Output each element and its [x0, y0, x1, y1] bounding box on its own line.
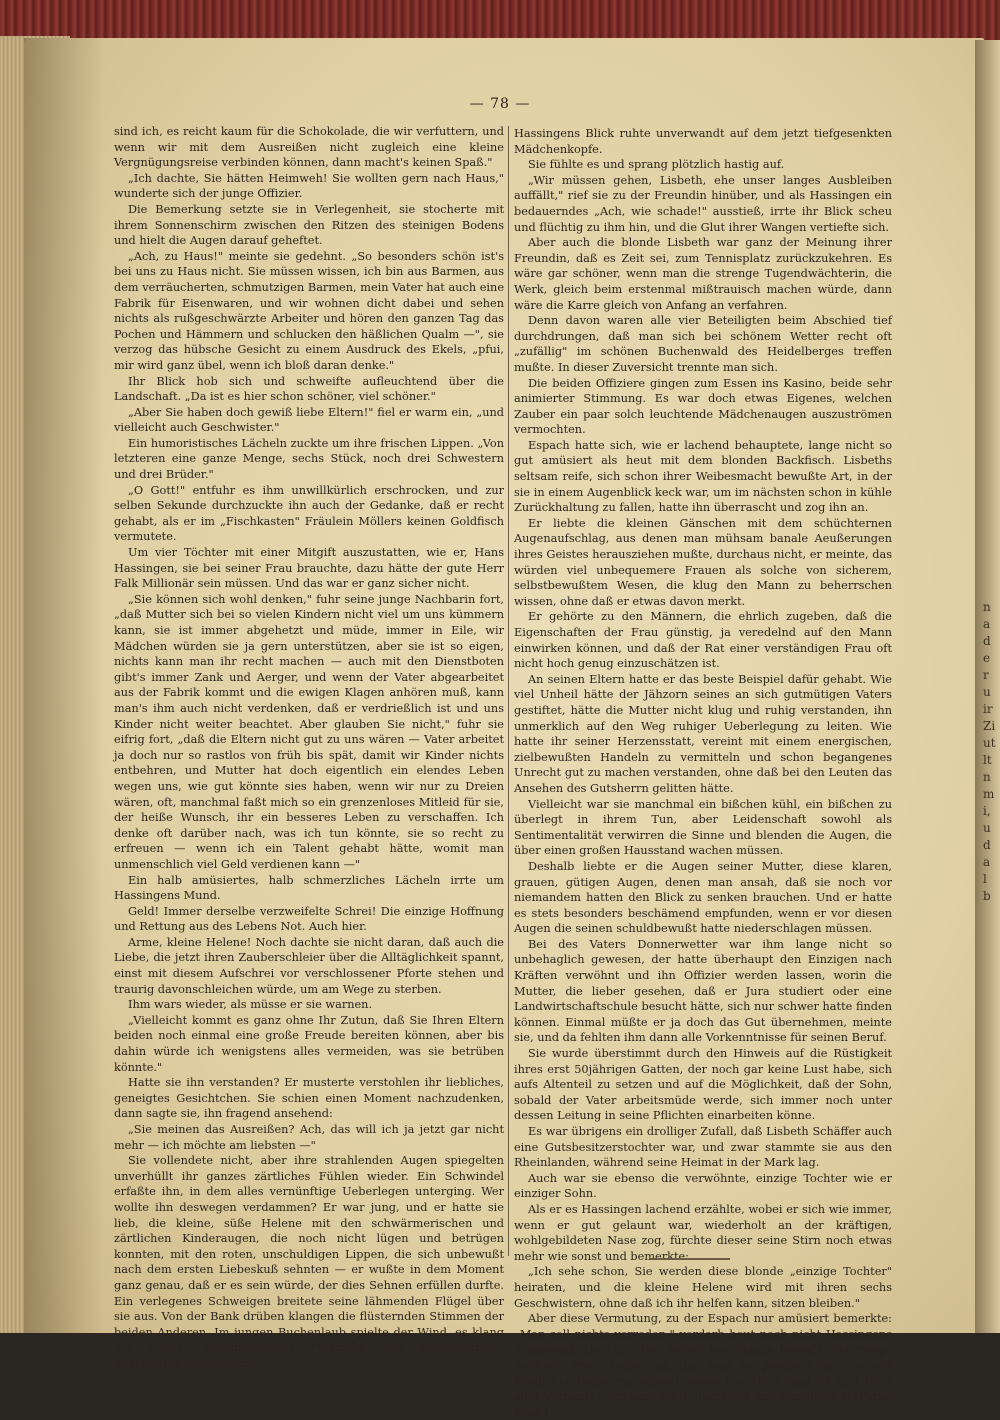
paragraph: Hatte sie ihn verstanden? Er musterte verstohlen ihr liebliches, geneigtes Gesichtchen. Sie schien einen Moment nachzudenken, dann sagte sie, ihn fragend ansehend: [114, 1076, 504, 1121]
paragraph: Aber auch die blonde Lisbeth war ganz der Meinung ihrer Freundin, daß es Zeit sei, zum Tennisplatz zurückzukehren. Es wäre gar schöner, wenn man die strenge Tugendwächterin, die Werk, gleich beim erstenmal mißtrauisch machen würde, dann wäre die Karre gleich von Anfang an verfahren. [514, 236, 892, 312]
facing-page-fragment: ut [983, 736, 996, 750]
paragraph: Es war übrigens ein drolliger Zufall, daß Lisbeth Schäffer auch eine Gutsbesitzerstochter war, und zwar stammte sie aus den Rheinlanden, während seine Heimat in der Mark lag. [514, 1125, 892, 1170]
paragraph: „Sie können sich wohl denken," fuhr seine junge Nachbarin fort, „daß Mutter sich bei so vielen Kindern nicht viel um uns kümmern kann, sie ist immer abgehetzt und müde, immer in Eile, wir Mädchen würden sie ja gern unterstützen, aber sie ist so eigen, nichts kann man ihr recht machen — auch mit den Dienstboten gibt's immer Zank und Aerger, und wenn der Vater abgearbeitet aus der Fabrik kommt und die ewigen Klagen anhören muß, kann man's ihm auch nicht verdenken, daß er verdrießlich ist und uns Kinder nicht weiter beachtet. Aber glauben Sie nicht," fuhr sie eifrig fort, „daß die Eltern nicht gut zu uns wären — Vater arbeitet ja doch nur so rastlos von früh bis spät, damit wir Kinder nichts entbehren, und Mutter hat doch eigentlich ein elendes Leben wegen uns, wie gut könnte sies haben, wenn wir nur zu Dreien wären, oft, manchmal faßt mich so ein grenzenloses Mitleid für sie, der heiße Wunsch, ihr ein besseres Leben zu verschaffen. Ich denke oft darüber nach, was ich tun könnte, sie so recht zu erfreuen — wenn ich ein Talent gehabt hätte, womit man unmenschlich viel Geld verdienen kann —" [114, 592, 504, 871]
paragraph: „Ach, zu Haus!" meinte sie gedehnt. „So besonders schön ist's bei uns zu Haus nicht. Sie müssen wissen, ich bin aus Barmen, aus dem verräucherten, schmutzigen Barmen, mein Vater hat auch eine Fabrik für Eisenwaren, und wir wohnen dicht dabei und sehen nichts als rußgeschwärzte Arbeiter und hören den ganzen Tag das Pochen und Hämmern und schlucken den häßlichen Qualm —", sie verzog das hübsche Gesicht zu einem Ausdruck des Ekels, „pfui, mir wird ganz übel, wenn ich bloß daran denke." [114, 249, 504, 372]
paragraph: Die Bemerkung setzte sie in Verlegenheit, sie stocherte mit ihrem Sonnenschirm zwischen den Ritzen des steinigen Bodens und hielt die Augen darauf geheftet. [114, 202, 504, 248]
facing-page-fragment: n [983, 770, 991, 784]
facing-page-fragment: r [983, 668, 989, 682]
paragraph: Bei des Vaters Donnerwetter war ihm lange nicht so unbehaglich gewesen, der hatte überhaupt den Einzigen nach Kräften verwöhnt und ihn Offizier werden lassen, worin die Mutter, die lieber gesehen, daß er Jura studiert oder eine Landwirtschaftschule besucht hätte, sich nur schwer hatte finden können. Einmal müßte er ja doch das Gut übernehmen, meinte sie, und da fehlten ihm dann alle Vorkenntnisse für seinen Beruf. [514, 937, 892, 1045]
paragraph: „O Gott!" entfuhr es ihm unwillkürlich erschrocken, und zur selben Sekunde durchzuckte ihn auch der Gedanke, daß er recht gehabt, als er im „Fischkasten" Fräulein Möllers keinen Goldfisch vermutete. [114, 483, 504, 544]
facing-page-fragment: l [983, 872, 987, 886]
paragraph: Sie vollendete nicht, aber ihre strahlenden Augen spiegelten unverhüllt ihr ganzes zärtliches Fühlen wieder. Ein Schwindel erfaßte ihn, in dem alles vernünftige Ueberlegen unterging. Wer wollte ihn deswegen verdammen? Er war jung, und er hatte sie lieb, die kleine, süße Helene mit den schwärmerischen und zärtlichen Kinderaugen, die noch nicht lügen und betrügen konnten, mit den roten, unschuldigen Lippen, die sich unbewußt nach dem ersten Liebeskuß sehnten — er wußte in dem Moment ganz genau, daß er es sein würde, der dies Sehnen erfüllen durfte. Ein verlegenes Schweigen breitete seine lähmenden Flügel über sie aus. Von der Bank drüben klangen die flüsternden Stimmen der beiden Anderen. Im jungen Buchenlaub spielte der Wind, es klang wie leises, geheimnisvolles Murmeln, von zwitschernden Vogellauten unterbrochen. [114, 1154, 504, 1370]
end-rule [650, 1258, 730, 1260]
paragraph: Ihr Blick hob sich und schweifte aufleuchtend über die Landschaft. „Da ist es hier schon schöner, viel schöner." [114, 374, 504, 404]
facing-page-fragment: ir [983, 702, 993, 716]
facing-page-fragment: e [983, 651, 991, 665]
paragraph: Sie wurde überstimmt durch den Hinweis auf die Rüstigkeit ihres erst 50jährigen Gatten, der noch gar keine Lust habe, sich aufs Altenteil zu setzen und auf die Möglichkeit, daß der Sohn, sobald der Vater arbeitsmüde werde, sich immer noch unter dessen Leitung in seine Pflichten einarbeiten könne. [514, 1047, 892, 1123]
text-column-right [514, 126, 892, 1420]
facing-page-fragment: lt [983, 753, 992, 767]
paragraph: Deshalb liebte er die Augen seiner Mutter, diese klaren, grauen, gütigen Augen, denen man ansah, daß sie noch vor niemandem hatten den Blick zu senken brauchen. Und er hatte es stets besonders beschämend empfunden, wenn er vor diesen Augen die seinen schuldbewußt hatte niederschlagen müssen. [514, 859, 892, 936]
paragraph: Auch war sie ebenso die verwöhnte, einzige Tochter wie er einziger Sohn. [514, 1171, 892, 1201]
paragraph: Geld! Immer derselbe verzweifelte Schrei! Die einzige Hoffnung und Rettung aus des Lebens Not. Auch hier. [114, 904, 504, 934]
paragraph: „Ich dachte, Sie hätten Heimweh! Sie wollten gern nach Haus," wunderte sich der junge Offizier. [114, 171, 504, 201]
paragraph: Die beiden Offiziere gingen zum Essen ins Kasino, beide sehr animierter Stimmung. Es war doch etwas Eigenes, welchen Zauber ein paar solch leuchtende Mädchenaugen auszuströmen vermochten. [514, 376, 892, 437]
facing-page-fragment: d [983, 838, 991, 852]
paragraph: Denn davon waren alle vier Beteiligten beim Abschied tief durchdrungen, daß man sich bei schönem Wetter recht oft „zufällig" im schönen Buchenwald des Heidelberges treffen mußte. In dieser Zuversicht trennte man sich. [514, 314, 892, 374]
paragraph: Aber diese Vermutung, zu der Espach nur amüsiert bemerkte: „Man soll nichts verreden," verdarb heut noch nicht Hassingens Stimmung, über der, ihm selber noch kaum bewußt, der rosige Schleier jener Liebe lag, die man so poetisch und so voll köstlicher Reize nur einmal, wenn das Herz jung ist und trotz aller Vernunft doch jung fühlt, durchlebt und durchleidet. (Forts. folgt.) [514, 1312, 892, 1419]
paragraph: „Vielleicht kommt es ganz ohne Ihr Zutun, daß Sie Ihren Eltern beiden noch einmal eine große Freude bereiten können, aber bis dahin würde ich wenigstens alles vermeiden, was sie betrüben könnte." [114, 1013, 504, 1074]
paragraph: An seinen Eltern hatte er das beste Beispiel dafür gehabt. Wie viel Unheil hätte der Jähzorn seines an sich gutmütigen Vaters gestiftet, hätte die Mutter nicht klug und ruhig verstanden, ihn unmerklich auf den Weg ruhiger Ueberlegung zu leiten. Wie hatte ihr seiner Herzensstatt, vereint mit einem energischen, zielbewußten Handeln zu vermitteln und schon begangenes Unrecht gut zu machen verstanden, ohne daß bei den Leuten das Ansehen des Gutsherrn gelitten hätte. [514, 672, 892, 795]
page-gutter-shadow [24, 38, 104, 1333]
paragraph: sind ich, es reicht kaum für die Schokolade, die wir verfuttern, und wenn wir mit dem Ausreißen nicht zugleich eine kleine Vergnügungsreise verbinden können, dann macht's keinen Spaß." [114, 125, 504, 170]
paragraph: Ein halb amüsiertes, halb schmerzliches Lächeln irrte um Hassingens Mund. [114, 873, 504, 903]
paragraph: „Ich sehe schon, Sie werden diese blonde „einzige Tochter" heiraten, und die kleine Helene wird mit ihren sechs Geschwistern, ohne daß ich ihr helfen kann, sitzen bleiben." [514, 1265, 892, 1310]
text-column-left [114, 124, 504, 1372]
page-number: — 78 — [469, 96, 531, 112]
paragraph: Sie fühlte es und sprang plötzlich hastig auf. [528, 158, 785, 172]
facing-page-fragment: m [983, 787, 995, 801]
paragraph: Arme, kleine Helene! Noch dachte sie nicht daran, daß auch die Liebe, die jetzt ihren Zauberschleier über die Alltäglichkeit spannt, einst mit diesem Aufschrei vor verschlossener Pforte stehen und traurig davonschleichen würde, um am Wege zu sterben. [114, 935, 504, 996]
facing-page-fragment: i, [983, 804, 991, 818]
paragraph: Er gehörte zu den Männern, die ehrlich zugeben, daß die Eigenschaften der Frau günstig, ja veredelnd auf den Mann einwirken können, und daß der Rat einer verständigen Frau oft nicht hoch genug einzuschätzen ist. [514, 610, 892, 671]
paragraph: Hassingens Blick ruhte unverwandt auf dem jetzt tiefgesenkten Mädchenkopfe. [514, 127, 892, 156]
paragraph: „Wir müssen gehen, Lisbeth, ehe unser langes Ausbleiben auffällt," rief sie zu der Freundin hinüber, und als Hassingen ein bedauerndes „Ach, wie schade!" ausstieß, irrte ihr Blick scheu und flüchtig zu ihm hin, und die Glut ihrer Wangen vertiefte sich. [514, 173, 892, 234]
paragraph: Ein humoristisches Lächeln zuckte um ihre frischen Lippen. „Von letzteren eine ganze Menge, sechs Stück, noch drei Schwestern und drei Brüder." [114, 436, 504, 482]
paragraph: Um vier Töchter mit einer Mitgift auszustatten, wie er, Hans Hassingen, sie bei seiner Frau brauchte, dazu hätte der gute Herr Falk Millionär sein müssen. Und das war er ganz sicher nicht. [114, 546, 504, 591]
facing-page-fragment: n [983, 600, 991, 614]
facing-page-fragment: a [983, 617, 991, 631]
paragraph: „Aber Sie haben doch gewiß liebe Eltern!" fiel er warm ein, „und vielleicht auch Geschwister." [114, 405, 504, 435]
facing-page-fragment: a [983, 855, 991, 869]
paragraph: Er liebte die kleinen Gänschen mit dem schüchternen Augenaufschlag, aus denen man mühsam banale Aeußerungen ihres Geistes herausziehen mußte, durchaus nicht, er meinte, das würden viel unbequemere Frauen als solche von sicherem, selbstbewußtem Wesen, die klug den Mann zu beherrschen wissen, ohne daß er etwas davon merkt. [514, 516, 892, 608]
facing-page-edge [975, 40, 1000, 1333]
column-divider [508, 126, 509, 1256]
paragraph: Espach hatte sich, wie er lachend behauptete, lange nicht so gut amüsiert als heut mit dem blonden Backfisch. Lisbeths seltsam reife, sich schon ihrer Weibesmacht bewußte Art, in der sie in einem Augenblick keck war, um im nächsten schon in kühle Zurückhaltung zu fallen, hatte ihn überrascht und zog ihn an. [514, 438, 892, 515]
paragraph: „Sie meinen das Ausreißen? Ach, das will ich ja jetzt gar nicht mehr — ich möchte am liebsten —" [114, 1123, 504, 1152]
facing-page-fragment: u [983, 685, 991, 699]
facing-page-fragment: d [983, 634, 991, 648]
facing-page-fragment: u [983, 821, 991, 835]
facing-page-fragment: Zi [983, 719, 996, 733]
paragraph: Vielleicht war sie manchmal ein bißchen kühl, ein bißchen zu überlegt in ihrem Tun, aber Leidenschaft sowohl als Sentimentalität verwirren die Sinne und blenden die Augen, die über einen großen Hausstand wachen müssen. [514, 797, 892, 858]
paragraph: Als er es Hassingen lachend erzählte, wobei er sich wie immer, wenn er gut gelaunt war, wiederholt an der kräftigen, wohlgebildeten Nase zog, fürchte dieser seine Stirn noch etwas mehr wie sonst und bemerkte: [514, 1202, 892, 1263]
paragraph: Ihm wars wieder, als müsse er sie warnen. [128, 998, 373, 1012]
facing-page-fragment: b [983, 889, 991, 903]
